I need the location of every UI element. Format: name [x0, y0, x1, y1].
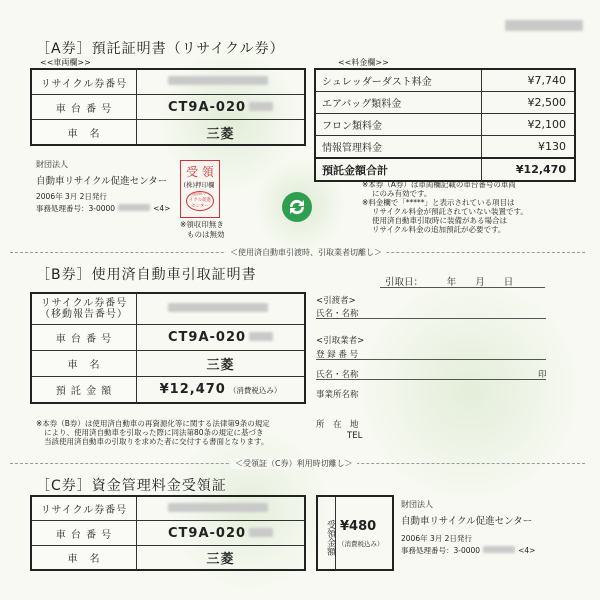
seal-mark: 印 — [538, 370, 547, 380]
table-row — [31, 325, 305, 351]
recycle-no-value — [137, 293, 306, 325]
cut-label-2: ＜受領証（C券）利用時切離し＞ — [231, 458, 357, 469]
section-c-title: ［C券］資金管理料金受領証 — [36, 478, 227, 494]
deposit-label: 預 託 金 額 — [31, 377, 137, 404]
car-name-label: 車 名 — [31, 120, 137, 146]
fee-amount: ¥7,740 — [482, 69, 576, 92]
fee-heading: <<料金欄>> — [338, 58, 389, 67]
fee-row — [315, 114, 575, 136]
stamp-seal: 自動車リサイクル促進センター — [186, 191, 214, 211]
issuer-label-c: 財団法人 — [401, 500, 433, 509]
fee-amount: ¥130 — [482, 136, 576, 159]
fee-total-amount: ¥12,470 — [482, 158, 576, 181]
car-name-cell — [137, 120, 306, 146]
receiver-name-label: 氏名・名称 — [316, 309, 359, 319]
table-row — [31, 496, 305, 521]
table-row — [31, 293, 305, 325]
tel-label: TEL — [347, 431, 363, 441]
car-name-value: 三菱 — [206, 552, 235, 567]
recycle-no-label: リサイクル券番号 — [31, 496, 137, 521]
chassis-no-cell — [137, 95, 306, 120]
stamp-note-2: ものは無効 — [187, 230, 225, 239]
office-number-c: 事務処理番号：3-0000 <4> — [401, 546, 536, 555]
fee-amount: ¥2,500 — [482, 92, 576, 114]
address-label: 所 在 地 — [316, 420, 359, 430]
section-a-title: ［A券］預託証明書（リサイクル券） — [36, 41, 285, 57]
pickup-date-line — [380, 287, 545, 288]
car-name-label: 車 名 — [31, 351, 137, 377]
fee-total-name: 預託金額合計 — [315, 158, 482, 181]
stamp-line: (株)押印欄 — [183, 181, 215, 189]
office-name-label: 事業所名称 — [316, 390, 359, 400]
table-row — [31, 351, 305, 377]
fee-name: シュレッダーダスト料金 — [315, 69, 482, 92]
fee-name: 情報管理料金 — [315, 136, 482, 159]
fee-total-row — [315, 158, 575, 181]
recycle-no-label: リサイクル券番号 （移動報告番号） — [31, 293, 137, 325]
chassis-no-label: 車 台 番 号 — [31, 521, 137, 546]
fee-table — [314, 68, 576, 182]
fee-row — [315, 92, 575, 114]
issue-date: 2006年 3月 2日発行 — [36, 192, 107, 201]
chassis-no-cell — [137, 325, 306, 351]
stamp-note-1: ※領収印無き — [180, 220, 224, 229]
table-row — [31, 546, 305, 571]
cut-label-1: ＜使用済自動車引渡時、引取業者切離し＞ — [226, 247, 386, 258]
car-name-label: 車 名 — [31, 546, 137, 571]
vehicle-table-c — [30, 495, 306, 571]
office-number: 事務処理番号：3-0000 <4> — [36, 204, 171, 213]
table-row — [31, 120, 305, 146]
car-name-value: 三菱 — [206, 126, 235, 142]
fee-row — [315, 69, 575, 92]
deposit-value: ¥12,470 — [159, 382, 226, 397]
recycle-no-label: リサイクル券番号 — [31, 69, 137, 95]
deposit-cell — [137, 377, 306, 404]
table-row — [31, 69, 305, 95]
receipt-amount-label: 受領金額 — [318, 497, 336, 569]
recycle-no-value — [137, 496, 306, 521]
table-row — [31, 377, 305, 404]
chassis-no-label: 車 台 番 号 — [31, 95, 137, 120]
section-b-title: ［B券］使用済自動車引取証明書 — [36, 267, 257, 283]
stamp-title: 受 領 — [186, 165, 214, 179]
vehicle-table-b — [30, 292, 306, 404]
issue-date-c: 2006年 3月 2日発行 — [401, 534, 472, 543]
receiver-name-line — [316, 318, 546, 319]
receipt-amount-value: ¥480 — [340, 519, 377, 534]
pickup-date: 引取日： 年 月 日 — [385, 277, 514, 288]
chassis-no-label: 車 台 番 号 — [31, 325, 137, 351]
car-name-cell — [137, 546, 306, 571]
issuer-name: 自動車リサイクル促進センター — [36, 176, 168, 187]
fee-name: フロン類料金 — [315, 114, 482, 136]
taker-name-label: 氏名・名称 — [316, 370, 359, 380]
chassis-no-cell — [137, 521, 306, 546]
issuer-name-c: 自動車リサイクル促進センター — [401, 516, 533, 527]
receiver-heading: <引渡者> — [316, 296, 356, 306]
section-a-notes: ※本券（A券）は車両欄記載の車台番号の車両 にのみ有効です。 ※料金欄で「*****」と表示されている項目は リサイクル料金が預託されていない装置です。 使用済自動車引取時に装備がある場合は リサイクル料金の追加預託が必要です。 — [362, 180, 528, 234]
redacted-header-text — [505, 20, 583, 31]
receipt-amount-box — [316, 495, 394, 571]
issuer-label: 財団法人 — [36, 160, 68, 169]
taker-heading: <引取業者> — [316, 336, 365, 346]
recycle-logo-icon — [282, 192, 312, 222]
receipt-stamp — [180, 160, 220, 218]
chassis-no-value: CT9A-020 — [168, 525, 247, 541]
vehicle-table-a — [30, 68, 306, 146]
recycle-no-value — [137, 69, 306, 95]
fee-amount: ¥2,100 — [482, 114, 576, 136]
section-b-notes: ※本券（B券）は使用済自動車の再資源化等に関する法律第9条の規定 により、使用済自動車を引取った際に同法第80条の規定に基づき 当該使用済自動車の引取りを求めた者に交付する書面となります。 — [36, 419, 270, 446]
chassis-no-value: CT9A-020 — [168, 330, 247, 345]
fee-row — [315, 136, 575, 159]
vehicle-heading: <<車両欄>> — [40, 58, 91, 67]
car-name-value: 三菱 — [206, 358, 235, 373]
table-row — [31, 521, 305, 546]
reg-no-label: 登 録 番 号 — [316, 350, 359, 360]
car-name-cell — [137, 351, 306, 377]
receipt-tax-note: （消費税込み） — [338, 540, 384, 548]
reg-no-line — [316, 359, 546, 360]
chassis-no-value: CT9A-020 — [168, 99, 247, 115]
fee-name: エアバッグ類料金 — [315, 92, 482, 114]
deposit-tax-note: （消費税込み） — [228, 386, 282, 395]
table-row — [31, 95, 305, 120]
taker-name-line — [316, 379, 546, 380]
